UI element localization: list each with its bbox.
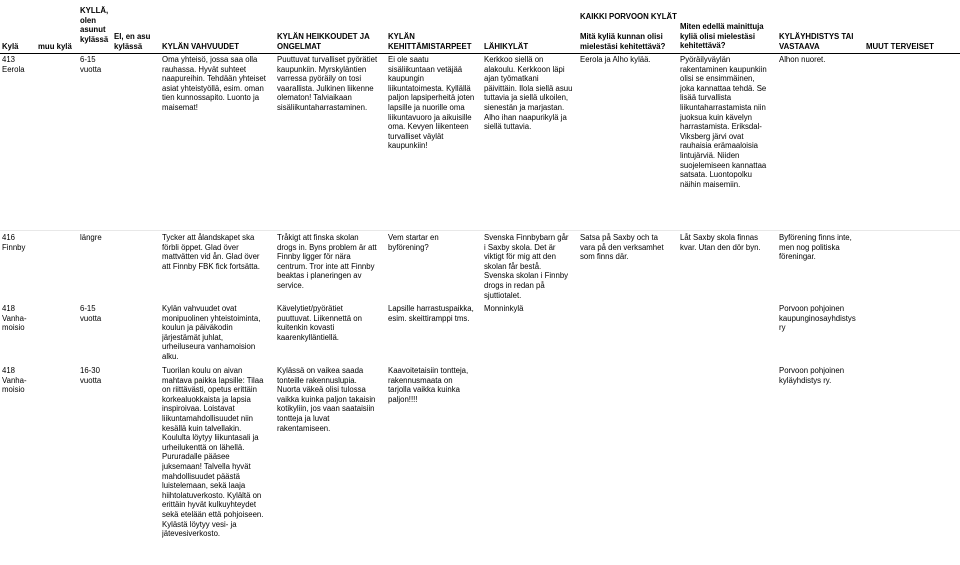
row-1-vahvuudet: Oma yhteisö, jossa saa olla rauhassa. Hyvät suhteet naapureihin. Tehdään yhteiset asiat yhteistyöllä, esim. oman tien kunnossapito. Luonto ja maisemat! bbox=[162, 55, 266, 112]
row-2-kylla: längre bbox=[80, 233, 102, 242]
row-2-lahikylat: Svenska Finnbybarn går i Saxby skola. Det är viktigt för mig att den skolan får bestå. Svenska skolan i Finnby drogs in redan på sjuttiotalet. bbox=[484, 233, 569, 300]
header-miten-edella: Miten edellä mainittuja kyliä olisi mielestäsi kehitettävä? bbox=[680, 22, 764, 51]
row-2-rule bbox=[0, 230, 960, 231]
row-1-miten: Pyöräilyväylän rakentaminen kaupunkiin olisi se ensimmäinen, joka kannattaa tehdä. Se lisää turvallista liikuntaharrastamista niin juoksua kuin kävelyn harrastamista. Eriksdal- Viksberg järvi ovat rauhaisia erämaaloisia lintujärviä. Niiden suojelemiseen kannattaa satsata. Luontopolku näihin maisemiin. bbox=[680, 55, 767, 189]
row-3-kehittamis: Lapsille harrastuspaikka, esim. skeittiramppi tms. bbox=[388, 304, 474, 323]
header-muut-terveiset: MUUT TERVEISET bbox=[866, 42, 934, 51]
row-3-kylla: 6-15 vuotta bbox=[80, 304, 102, 323]
row-4-heikkoudet: Kylässä on vaikea saada tonteille rakennuslupia. Nuorta väkeä olisi tulossa vaikka kuinka paljon takaisin kotikyliin, jos vaan saataisiin tontteja ja luvat rakentamiseen. bbox=[277, 366, 376, 433]
header-kaikki-porvoon: KAIKKI PORVOON KYLÄT bbox=[580, 12, 677, 21]
row-2-heikkoudet: Tråkigt att finska skolan drogs in. Byns problem är att Finnby ligger för nära centrum. Tror inte att Finnby beaktas i planeringen av service. bbox=[277, 233, 377, 290]
row-4-kehittamis: Kaavoitetaisiin tontteja, rakennusmaata on tarjolla vaikka kuinka paljon!!!! bbox=[388, 366, 469, 404]
header-kehittamistarpeet: KYLÄN KEHITTÄMISTARPEET bbox=[388, 32, 472, 51]
header-muu-kyla: muu kylä bbox=[38, 42, 72, 51]
row-2-kyla: 416 Finnby bbox=[2, 233, 26, 252]
row-2-miten: Låt Saxby skola finnas kvar. Utan den dör byn. bbox=[680, 233, 761, 252]
row-3-kyla: 418 Vanha- moisio bbox=[2, 304, 27, 333]
row-4-kylayhdistys: Porvoon pohjoinen kyläyhdistys ry. bbox=[779, 366, 845, 385]
row-2-mita: Satsa på Saxby och ta vara på den verksamhet som finns där. bbox=[580, 233, 664, 262]
row-3-lahikylat: Monninkylä bbox=[484, 304, 524, 313]
row-3-kylayhdistys: Porvoon pohjoinen kaupunginosayhdistys ry bbox=[779, 304, 856, 333]
row-1-kehittamis: Ei ole saatu sisäliikuntaan vetäjää kaupungin liikuntatoimesta. Kyllällä paljon lapsiperheitä joten lapsille ja nuorille oma liikuntavuoro ja aikuisille oma. Kevyen liikenteen turvalliset väylät kaupunkiin! bbox=[388, 55, 475, 151]
row-4-vahvuudet: Tuorilan koulu on aivan mahtava paikka lapsille: Tilaa on riittävästi, opetus erittäin korkealuokkaista ja lapsia inspiroivaa. Loistavat liikuntamahdollisuudet niin kesällä kuin talvellakin. Koululta löytyy liikuntasali ja urheilukenttä on lähellä. Pururadalle pääsee juksemaan! Talvella hyvät mahdollisuudet päästä luistelemaan, sekä laaja hiihtolatuverkosto. Kylältä on erittäin hyvät kulkuyhteydet sekä etelään että pohjoiseen. Kylästä löytyy vesi- ja jätevesiverkosto. bbox=[162, 366, 264, 539]
row-1-mita: Eerola ja Alho kylää. bbox=[580, 55, 651, 64]
header-kylayhdistys: KYLÄYHDISTYS TAI VASTAAVA bbox=[779, 32, 854, 51]
row-1-kyla: 413 Eerola bbox=[2, 55, 25, 74]
row-2-kylayhdistys: Byförening finns inte, men nog politiska föreningar. bbox=[779, 233, 852, 262]
row-3-heikkoudet: Kävelytiet/pyörätiet puuttuvat. Liikennettä on kuitenkin kovasti kaarenkylläntiellä. bbox=[277, 304, 362, 342]
row-2-vahvuudet: Tycker att ålandskapet ska förbli öppet. Glad över mattvätten vid ån. Glad över att Finnby FBK fick fortsätta. bbox=[162, 233, 260, 271]
row-1-kylla: 6-15 vuotta bbox=[80, 55, 102, 74]
row-4-kyla: 418 Vanha- moisio bbox=[2, 366, 27, 395]
row-4-kylla: 16-30 vuotta bbox=[80, 366, 102, 385]
row-3-vahvuudet: Kylän vahvuudet ovat monipuolinen yhteistoiminta, koulun ja päiväkodin järjestämät juhlat, urheiluseura vanhamoision alku. bbox=[162, 304, 261, 361]
header-ei-asu: EI, en asu kylässä bbox=[114, 32, 151, 51]
header-lahikylat: LÄHIKYLÄT bbox=[484, 42, 529, 51]
header-mita-kylia: Mitä kyliä kunnan olisi mielestäsi kehitettävä? bbox=[580, 32, 666, 51]
row-1-lahikylat: Kerkkoo siellä on alakoulu. Kerkkoon läpi ajan työmatkani päivittäin. Ilola siellä asuu tuttavia ja siellä ulkoilen, sienestän ja marjastan. Alho ihan naapurikylä ja siellä tuttavia. bbox=[484, 55, 573, 132]
header-vahvuudet: KYLÄN VAHVUUDET bbox=[162, 42, 239, 51]
row-1-heikkoudet: Puuttuvat turvalliset pyörätiet kaupunkiin. Myrskyläntien varressa pyöräily on tosi vaarallista. Julkinen liikenne olematon! Talviaikaan sisäliikuntaharrastaminen. bbox=[277, 55, 378, 112]
row-1-kylayhdistys: Alhon nuoret. bbox=[779, 55, 826, 64]
header-kyla: Kylä bbox=[2, 42, 19, 51]
header-heikkoudet: KYLÄN HEIKKOUDET JA ONGELMAT bbox=[277, 32, 370, 51]
row-2-kehittamis: Vem startar en byförening? bbox=[388, 233, 439, 252]
header-kylla-asunut: KYLLÄ, olen asunut kylässä bbox=[80, 6, 109, 44]
header-top-rule bbox=[0, 53, 960, 54]
